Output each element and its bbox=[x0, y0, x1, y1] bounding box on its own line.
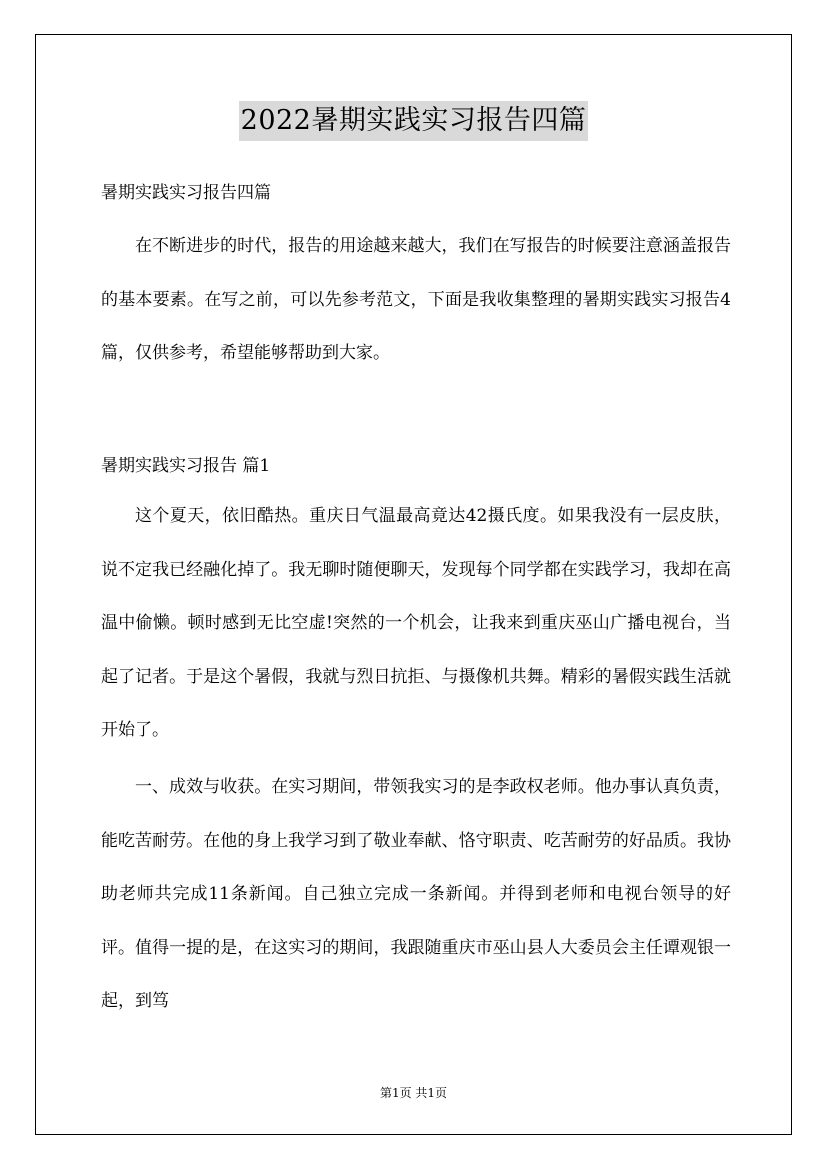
section-heading: 暑期实践实习报告 篇1 bbox=[101, 456, 271, 476]
intro-paragraph: 在不断进步的时代，报告的用途越来越大，我们在写报告的时候要注意涵盖报告的基本要素。在写之前，可以先参考范文，下面是我收集整理的暑期实践实习报告4篇，仅供参考，希望能够帮助到大家。 bbox=[101, 236, 731, 363]
page-number-footer: 第1页 共1页 bbox=[379, 1086, 448, 1100]
document-subtitle: 暑期实践实习报告四篇 bbox=[101, 183, 271, 203]
title-container bbox=[0, 101, 827, 141]
document-title: 2022暑期实践实习报告四篇 bbox=[239, 101, 589, 141]
body-paragraph-2: 一、成效与收获。在实习期间，带领我实习的是李政权老师。他办事认真负责，能吃苦耐劳。在他的身上我学习到了敬业奉献、恪守职责、吃苦耐劳的好品质。我协助老师共完成11条新闻。自己独立完成一条新闻。并得到老师和电视台领导的好评。值得一提的是，在这实习的期间，我跟随重庆市巫山县人大委员会主任谭观银一起，到笃 bbox=[101, 777, 731, 1011]
body-paragraph-1: 这个夏天，依旧酷热。重庆日气温最高竟达42摄氏度。如果我没有一层皮肤，说不定我已经融化掉了。我无聊时随便聊天，发现每个同学都在实践学习，我却在高温中偷懒。顿时感到无比空虚!突然的一个机会，让我来到重庆巫山广播电视台，当起了记者。于是这个暑假，我就与烈日抗拒、与摄像机共舞。精彩的暑假实践生活就开始了。 bbox=[101, 506, 731, 740]
